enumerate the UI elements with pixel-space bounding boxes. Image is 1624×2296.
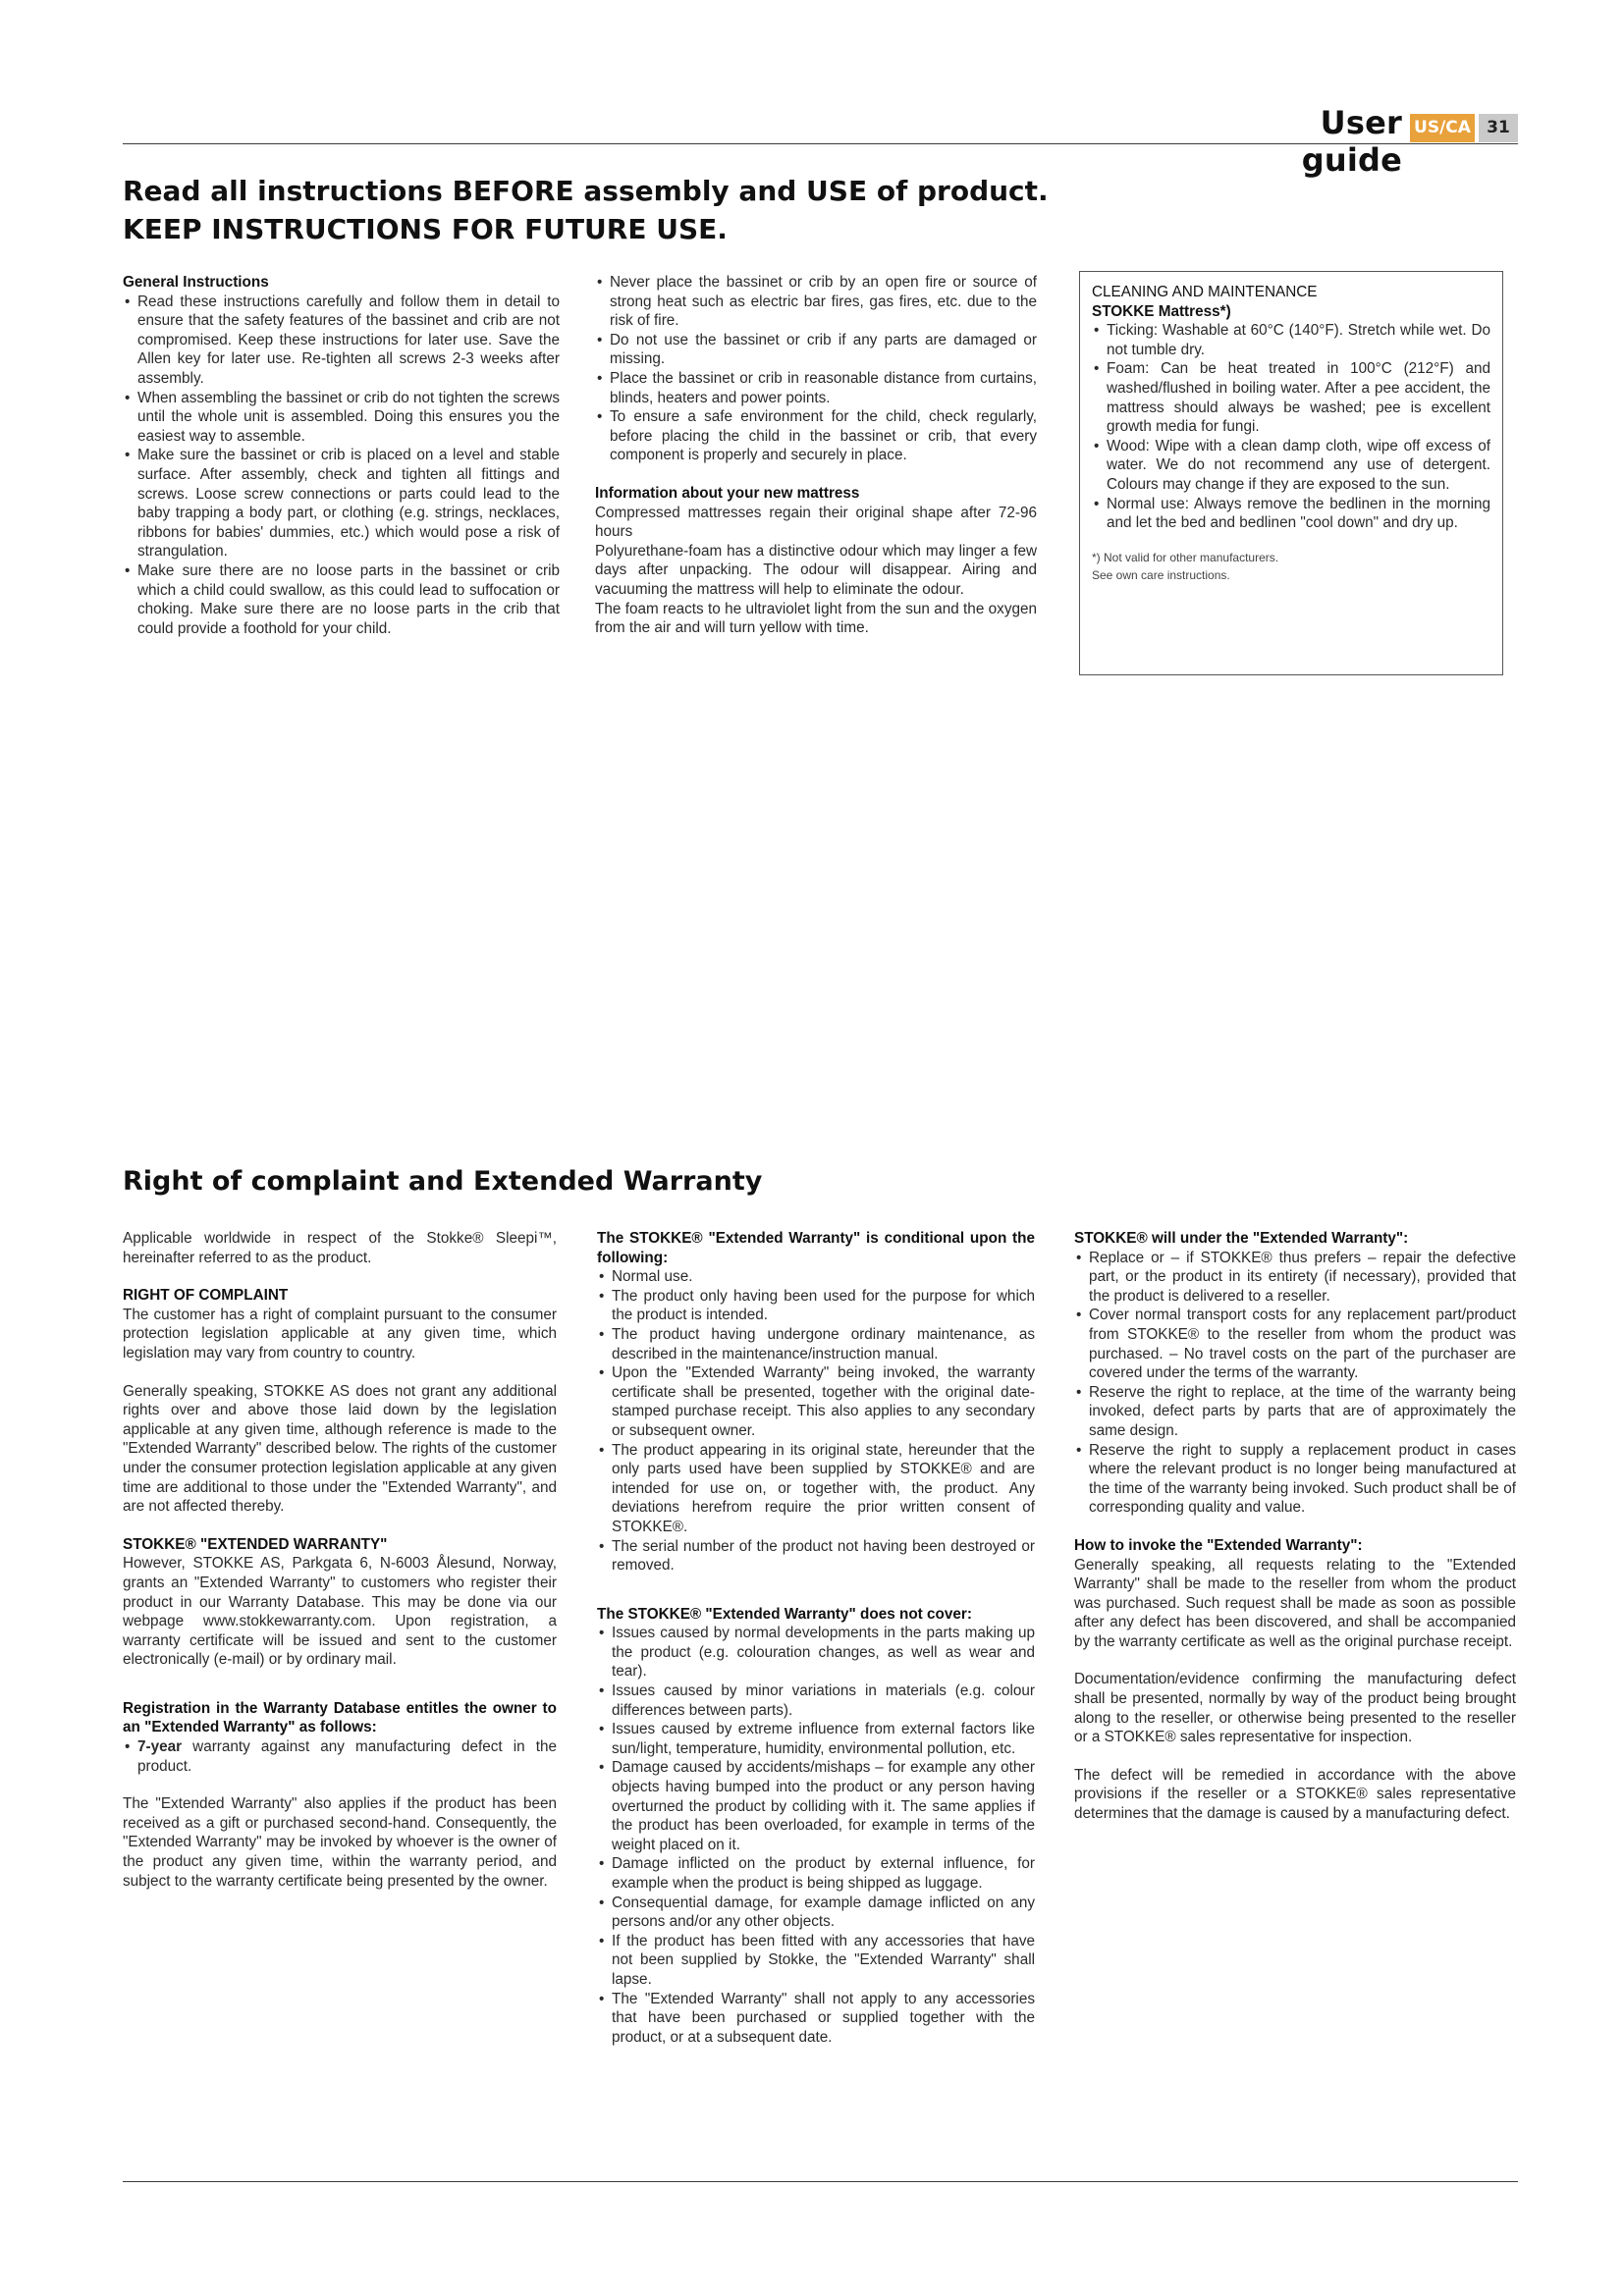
header-title: User guide [1301, 104, 1402, 179]
cleaning-item: • Normal use: Always remove the bedlinen in the morning and let the bed and bedlinen "cool down" and dry up. [1092, 495, 1490, 533]
warranty-years: 7-year [137, 1738, 183, 1756]
registration-item-text: warranty against any manufacturing defect in the product. [137, 1738, 557, 1775]
registration-heading: Registration in the Warranty Database entitles the owner to an "Extended Warranty" as follows: [123, 1699, 557, 1736]
roc-paragraph: Generally speaking, STOKKE AS does not grant any additional rights over and above those laid down by the legislation applicable at any given time, although reference is made to the "Extended Warranty" described below. The rights of the customer under the consumer protection legislation applicable at any given time are additional to those under the "Extended Warranty", and are not affected thereby. [123, 1382, 557, 1516]
header-rule [123, 143, 1518, 144]
section1-title-line2: KEEP INSTRUCTIONS FOR FUTURE USE. [123, 213, 728, 245]
conditions-heading: The STOKKE® "Extended Warranty" is conditional upon the following: [597, 1230, 1035, 1266]
will-item: • Reserve the right to replace, at the time of the warranty being invoked, defect parts by parts that are of approximately the same design. [1074, 1383, 1516, 1441]
general-instructions [123, 273, 560, 638]
cleaning-maintenance [1092, 283, 1490, 584]
safety-item: • Do not use the bassinet or crib if any parts are damaged or missing. [595, 331, 1037, 369]
page-number: 31 [1479, 114, 1518, 142]
will-heading: STOKKE® will under the "Extended Warranty": [1074, 1230, 1409, 1247]
invoke-paragraph: Documentation/evidence confirming the manufacturing defect shall be presented, normally by way of the product being brought along to the reseller, or otherwise being presented to the reseller or a STOKKE® sales representative for inspection. [1074, 1671, 1516, 1746]
mattress-paragraph: The foam reacts to he ultraviolet light from the sun and the oxygen from the air and will turn yellow with time. [595, 600, 1037, 637]
invoke-heading: How to invoke the "Extended Warranty": [1074, 1536, 1363, 1554]
will-item: • Replace or – if STOKKE® thus prefers – repair the defective part, or the product in its entirety (if necessary), provided that the product is delivered to a reseller. [1074, 1249, 1516, 1307]
not-cover-item: • Issues caused by extreme influence from external factors like sun/light, temperature, humidity, environmental pollution, etc. [597, 1720, 1035, 1758]
mattress-paragraph: Compressed mattresses regain their original shape after 72-96 hours [595, 504, 1037, 541]
safety-item: • Place the bassinet or crib in reasonable distance from curtains, blinds, heaters and power points. [595, 369, 1037, 407]
complaint-column [123, 1229, 557, 1891]
cleaning-item: • Wood: Wipe with a clean damp cloth, wipe off excess of water. We do not recommend any use of detergent. Colours may change if they are exposed to the sun. [1092, 437, 1490, 495]
cleaning-item: • Foam: Can be heat treated in 100°C (212°F) and washed/flushed in boiling water. After a pee accident, the mattress should always be washed; pee is excellent growth media for fungi. [1092, 359, 1490, 436]
footnote: *) Not valid for other manufacturers. [1092, 550, 1279, 564]
will-item: • Cover normal transport costs for any replacement part/product from STOKKE® to the reseller from whom the product was purchased. – No travel costs on the part of the purchaser are covered under the terms of the warranty. [1074, 1306, 1516, 1382]
safety-item: • Never place the bassinet or crib by an open fire or source of strong heat such as electric bar fires, gas fires, etc. due to the risk of fire. [595, 273, 1037, 331]
general-item: • Read these instructions carefully and follow them in detail to ensure that the safety features of the bassinet and crib are not compromised. Keep these instructions for later use. Save the Allen key for later use. Re-tighten all screws 2-3 weeks after assembly. [123, 293, 560, 389]
will-item: • Reserve the right to supply a replacement product in cases where the relevant product is no longer being manufactured at the time of the warranty being invoked. Such product shall be of corresponding quality and value. [1074, 1441, 1516, 1518]
safety-item: • To ensure a safe environment for the child, check regularly, before placing the child in the bassinet or crib, that every component is properly and securely in place. [595, 407, 1037, 465]
not-cover-item: • If the product has been fitted with any accessories that have not been supplied by Stokke, the "Extended Warranty" shall lapse. [597, 1932, 1035, 1990]
general-item: • Make sure the bassinet or crib is placed on a level and stable surface. After assembly, check and tighten all fittings and screws. Loose screw connections or parts could lead to the baby trapping a body part, or clothing (e.g. strings, necklaces, ribbons for babies' dummies, etc.) which would pose a risk of strangulation. [123, 446, 560, 561]
section2-title: Right of complaint and Extended Warranty [123, 1166, 763, 1197]
not-cover-item: • Issues caused by normal developments in the parts making up the product (e.g. colouration changes, as well as wear and tear). [597, 1624, 1035, 1682]
roc-heading: RIGHT OF COMPLAINT [123, 1287, 289, 1305]
not-cover-item: • Damage caused by accidents/mishaps – for example any other objects having bumped into the product or any person having overturned the product by colliding with it. The same applies if the product has been overloaded, for example in terms of the weight placed on it. [597, 1758, 1035, 1854]
footer-rule [123, 2181, 1518, 2182]
condition-item: • Normal use. [597, 1267, 1035, 1287]
cleaning-subheading: STOKKE Mattress*) [1092, 302, 1231, 320]
invoke-paragraph: Generally speaking, all requests relating to the "Extended Warranty" shall be made to the reseller from whom the product was purchased. Such request shall be made as soon as possible after any defect has been discovered, and shall be accompanied by the warranty certificate as well as the original purchase receipt. [1074, 1556, 1516, 1650]
not-cover-item: • Consequential damage, for example damage inflicted on any persons and/or any other objects. [597, 1894, 1035, 1932]
ew-paragraph: However, STOKKE AS, Parkgata 6, N-6003 Ålesund, Norway, grants an "Extended Warranty" to customers who register their product in our Warranty Database. This may be done via our webpage www.stokkewarranty.com. Upon registration, a warranty certificate will be issued and sent to the customer electronically (e-mail) or by ordinary mail. [123, 1555, 557, 1669]
footnote: See own care instructions. [1092, 567, 1230, 582]
not-cover-item: • Issues caused by minor variations in materials (e.g. colour differences between parts). [597, 1682, 1035, 1720]
general-item: • When assembling the bassinet or crib do not tighten the screws until the whole unit is assembled. Doing this ensures you the easiest way to assemble. [123, 389, 560, 447]
cleaning-heading: CLEANING AND MAINTENANCE [1092, 284, 1318, 300]
invoke-paragraph: The defect will be remedied in accordance with the above provisions if the reseller or a STOKKE® sales representative determines that the damage is caused by a manufacturing defect. [1074, 1766, 1516, 1823]
section1-title-line1: Read all instructions BEFORE assembly and USE of product. [123, 175, 1049, 207]
registration-item [123, 1737, 557, 1776]
roc-paragraph: The customer has a right of complaint pursuant to the consumer protection legislation applicable at any given time, which legislation may vary from country to country. [123, 1306, 557, 1362]
general-heading: General Instructions [123, 274, 269, 291]
gift-paragraph: The "Extended Warranty" also applies if the product has been received as a gift or purchased second-hand. Consequently, the "Extended Warranty" may be invoked by whoever is the owner of the product any given time, within the warranty period, and subject to the warranty certificate being presented by the owner. [123, 1795, 557, 1890]
intro-paragraph: Applicable worldwide in respect of the Stokke® Sleepi™, hereinafter referred to as the product. [123, 1230, 557, 1266]
mattress-heading: Information about your new mattress [595, 484, 860, 502]
mattress-paragraph: Polyurethane-foam has a distinctive odour which may linger a few days after unpacking. The odour will disappear. Airing and vacuuming the mattress will help to eliminate the odour. [595, 542, 1037, 598]
cleaning-item: • Ticking: Washable at 60°C (140°F). Stretch while wet. Do not tumble dry. [1092, 321, 1490, 359]
safety-and-mattress [595, 273, 1037, 638]
condition-item: • The product appearing in its original state, hereunder that the only parts used have been supplied by STOKKE® and are intended for use on, or together with, the product. Any deviations herefrom require the prior written consent of STOKKE®. [597, 1441, 1035, 1537]
condition-item: • The serial number of the product not having been destroyed or removed. [597, 1537, 1035, 1575]
invoke-column [1074, 1229, 1516, 1824]
ew-heading: STOKKE® "EXTENDED WARRANTY" [123, 1535, 388, 1553]
not-cover-heading: The STOKKE® "Extended Warranty" does not cover: [597, 1605, 972, 1623]
general-item: • Make sure there are no loose parts in the bassinet or crib which a child could swallow, as this could lead to suffocation or choking. Make sure there are no loose parts in the crib that could provide a foothold for your child. [123, 561, 560, 638]
condition-item: • The product only having been used for the purpose for which the product is intended. [597, 1287, 1035, 1325]
not-cover-item: • The "Extended Warranty" shall not apply to any accessories that have been purchased or supplied together with the product, or at a subsequent date. [597, 1990, 1035, 2048]
condition-item: • Upon the "Extended Warranty" being invoked, the warranty certificate shall be presented, together with the original date-stamped purchase receipt. This also applies to any secondary or subsequent owner. [597, 1363, 1035, 1440]
conditions-column [597, 1229, 1035, 2047]
condition-item: • The product having undergone ordinary maintenance, as described in the maintenance/instruction manual. [597, 1325, 1035, 1363]
not-cover-item: • Damage inflicted on the product by external influence, for example when the product is being shipped as luggage. [597, 1854, 1035, 1893]
region-badge: US/CA [1410, 114, 1475, 142]
